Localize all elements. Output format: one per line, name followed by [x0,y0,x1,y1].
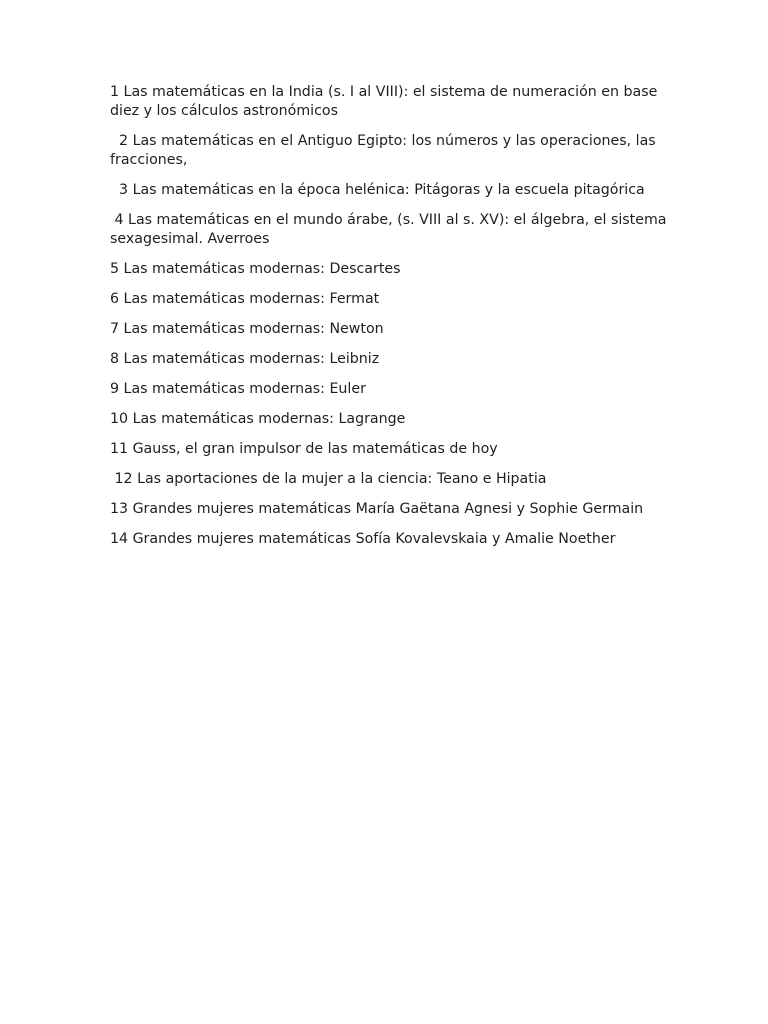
list-item: 10 Las matemáticas modernas: Lagrange [110,411,406,427]
list-item: 6 Las matemáticas modernas: Fermat [110,291,380,307]
list-item: 4 Las matemáticas en el mundo árabe, (s. VIII al s. XV): el álgebra, el sistema sexagesimal. Averroes [110,212,672,247]
list-item: 8 Las matemáticas modernas: Leibniz [110,351,380,367]
list-item: 1 Las matemáticas en la India (s. I al VIII): el sistema de numeración en base diez y los cálculos astronómicos [110,84,662,119]
list-item: 13 Grandes mujeres matemáticas María Gaëtana Agnesi y Sophie Germain [110,501,644,517]
list-item: 2 Las matemáticas en el Antiguo Egipto: los números y las operaciones, las fracciones, [110,133,661,168]
topic-list [110,83,670,560]
list-item: 11 Gauss, el gran impulsor de las matemáticas de hoy [110,441,498,457]
list-item: 3 Las matemáticas en la época helénica: Pitágoras y la escuela pitagórica [110,182,645,198]
list-item: 12 Las aportaciones de la mujer a la ciencia: Teano e Hipatia [110,471,547,487]
list-item: 9 Las matemáticas modernas: Euler [110,381,366,397]
list-item: 7 Las matemáticas modernas: Newton [110,321,384,337]
list-item: 5 Las matemáticas modernas: Descartes [110,261,401,277]
list-item: 14 Grandes mujeres matemáticas Sofía Kovalevskaia y Amalie Noether [110,531,616,547]
